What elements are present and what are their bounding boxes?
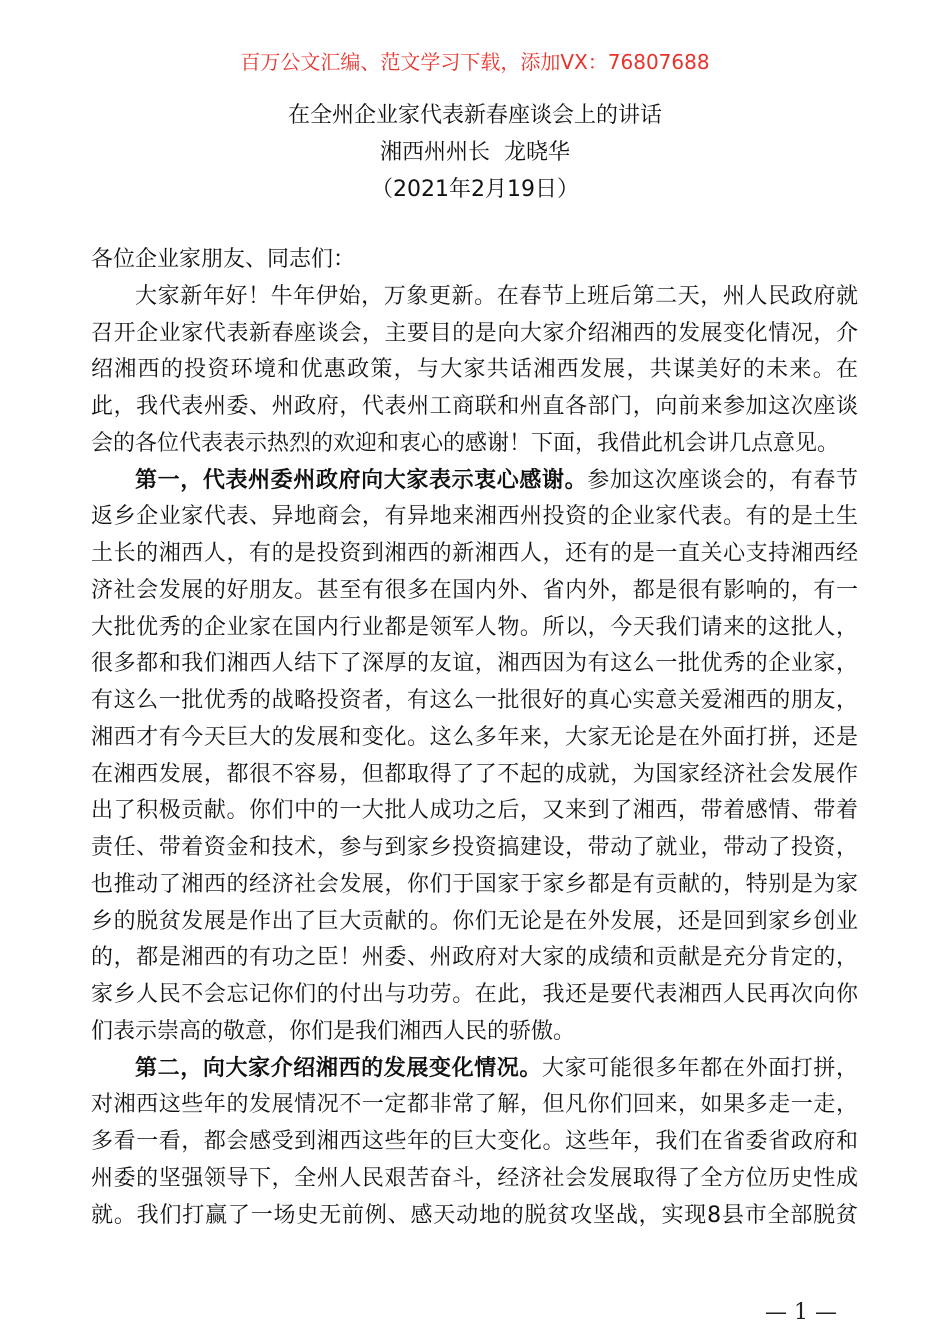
date-line: （2021年2月19日） xyxy=(371,177,579,202)
line-text: 土长的湘西人，有的是投资到湘西的新湘西人，还有的是一直关心支持湘西经 xyxy=(91,541,858,566)
line-text: 召开企业家代表新春座谈会，主要目的是向大家介绍湘西的发展变化情况，介 xyxy=(91,320,858,346)
line-text: 大家新年好！牛年伊始，万象更新。在春节上班后第二天，州人民政府就 xyxy=(135,283,858,309)
text-line xyxy=(91,720,858,757)
line-text: 大家可能很多年都在外面打拼， xyxy=(542,1055,858,1081)
document-title: 在全州企业家代表新春座谈会上的讲话 xyxy=(287,103,662,128)
watermark-banner: 百万公文汇编、范文学习下载，添加VX：76807688 xyxy=(240,50,710,74)
text-line xyxy=(91,646,858,683)
paragraph xyxy=(91,463,858,1051)
line-text: 湘西才有今天巨大的发展和变化。这么多年来，大家无论是在外面打拼，还是 xyxy=(91,724,858,750)
text-line xyxy=(91,389,858,426)
text-line xyxy=(91,463,858,500)
section-heading: 第二，向大家介绍湘西的发展变化情况。 xyxy=(135,1055,543,1081)
text-line xyxy=(91,426,858,463)
line-text: 在湘西发展，都很不容易，但都取得了了不起的成就，为国家经济社会发展作 xyxy=(91,761,858,787)
document-body xyxy=(91,242,858,1234)
line-text: 对湘西这些年的发展情况不一定都非常了解，但凡你们回来，如果多走一走， xyxy=(91,1092,858,1118)
text-line xyxy=(91,1087,858,1124)
text-line xyxy=(91,830,858,867)
line-text: 济社会发展的好朋友。甚至有很多在国内外、省内外，都是很有影响的，有一 xyxy=(91,577,858,603)
line-text: 们表示崇高的敬意，你们是我们湘西人民的骄傲。 xyxy=(91,1018,576,1044)
text-line xyxy=(91,977,858,1014)
line-text: 的，都是湘西的有功之臣！州委、州政府对大家的成绩和贡献是充分肯定的， xyxy=(91,945,858,971)
text-line xyxy=(91,867,858,904)
text-line xyxy=(91,940,858,977)
text-line xyxy=(91,499,858,536)
text-line xyxy=(91,610,858,647)
greeting: 各位企业家朋友、同志们： xyxy=(91,247,356,272)
line-text: 会的各位代表表示热烈的欢迎和衷心的感谢！下面，我借此机会讲几点意见。 xyxy=(91,430,840,456)
line-text: 乡的脱贫发展是作出了巨大贡献的。你们无论是在外发展，还是回到家乡创业 xyxy=(91,908,858,934)
line-text: 责任、带着资金和技术，参与到家乡投资搞建设，带动了就业，带动了投资， xyxy=(91,835,858,860)
text-line xyxy=(91,793,858,830)
author-line: 湘西州州长 龙晓华 xyxy=(380,140,570,165)
section-heading: 第一，代表州委州政府向大家表示衷心感谢。 xyxy=(135,467,588,493)
line-text: 出了积极贡献。你们中的一大批人成功之后，又来到了湘西，带着感情、带着 xyxy=(91,798,858,824)
page-number: — 1 — xyxy=(765,1300,837,1325)
text-line xyxy=(91,904,858,941)
text-line xyxy=(91,757,858,794)
paragraphs xyxy=(91,279,858,1235)
line-text: 参加这次座谈会的，有春节 xyxy=(587,467,858,493)
text-line xyxy=(91,279,858,316)
paragraph xyxy=(91,279,858,463)
line-text: 就。我们打赢了一场史无前例、感天动地的脱贫攻坚战，实现8县市全部脱贫 xyxy=(91,1202,858,1228)
text-line xyxy=(91,1014,858,1051)
line-text: 绍湘西的投资环境和优惠政策，与大家共话湘西发展，共谋美好的未来。在 xyxy=(91,357,858,383)
line-text: 州委的坚强领导下，全州人民艰苦奋斗，经济社会发展取得了全方位历史性成 xyxy=(91,1165,858,1191)
line-text: 很多都和我们湘西人结下了深厚的友谊，湘西因为有这么一批优秀的企业家， xyxy=(91,651,858,677)
text-line xyxy=(91,536,858,573)
text-line xyxy=(91,683,858,720)
line-text: 有这么一批优秀的战略投资者，有这么一批很好的真心实意关爱湘西的朋友， xyxy=(91,688,858,713)
text-line xyxy=(91,1124,858,1161)
text-line xyxy=(91,1198,858,1235)
line-text: 也推动了湘西的经济社会发展，你们于国家于家乡都是有贡献的，特别是为家 xyxy=(91,871,858,897)
paragraph xyxy=(91,1051,858,1235)
text-line xyxy=(91,573,858,610)
line-text: 大批优秀的企业家在国内行业都是领军人物。所以，今天我们请来的这批人， xyxy=(91,614,858,640)
text-line xyxy=(91,352,858,389)
line-text: 多看一看，都会感受到湘西这些年的巨大变化。这些年，我们在省委省政府和 xyxy=(91,1129,858,1154)
text-line xyxy=(91,316,858,353)
line-text: 家乡人民不会忘记你们的付出与功劳。在此，我还是要代表湘西人民再次向你 xyxy=(91,982,858,1007)
text-line xyxy=(91,1161,858,1198)
line-text: 返乡企业家代表、异地商会，有异地来湘西州投资的企业家代表。有的是土生 xyxy=(91,504,858,530)
text-line xyxy=(91,1051,858,1088)
line-text: 此，我代表州委、州政府，代表州工商联和州直各部门，向前来参加这次座谈 xyxy=(91,394,858,419)
